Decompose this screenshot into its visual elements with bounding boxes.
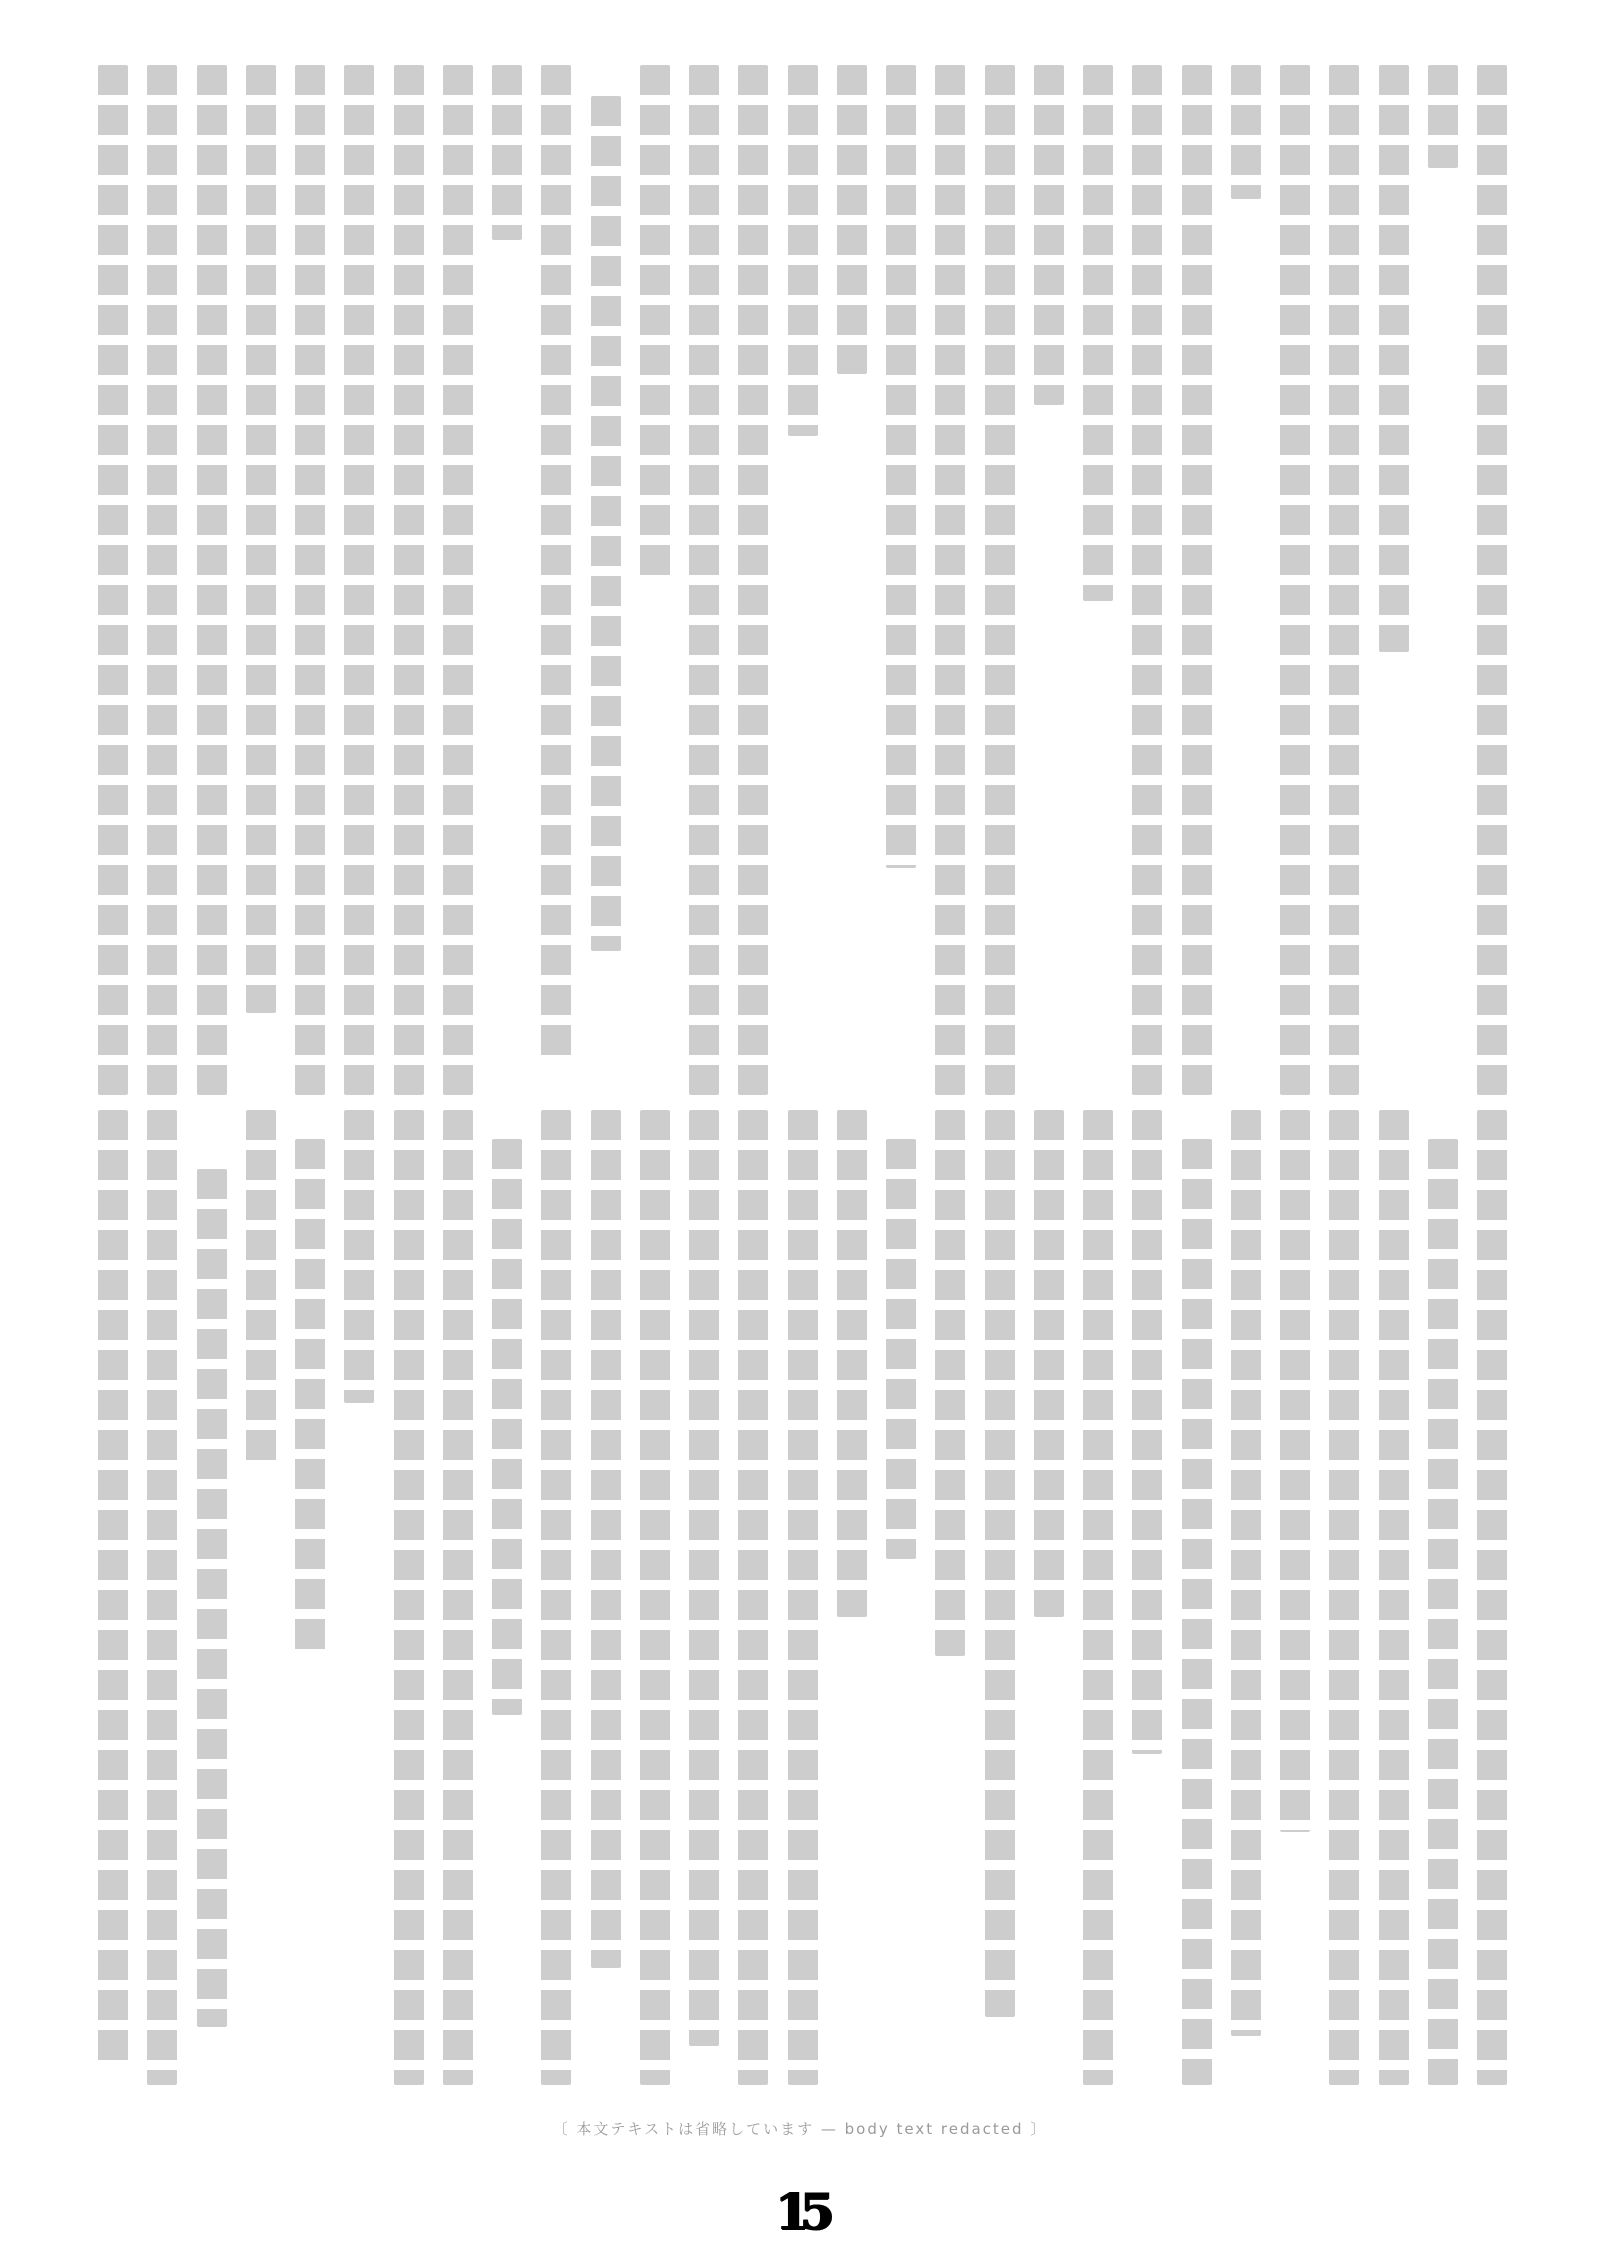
text-block-bottom: [100, 1110, 1507, 2085]
text-column: [98, 65, 128, 1095]
text-column: [246, 65, 276, 1013]
text-column: [443, 1110, 473, 2085]
text-column: [1329, 1110, 1359, 2085]
text-column: [837, 1110, 867, 1617]
text-column: [640, 1110, 670, 2085]
text-column: [640, 65, 670, 580]
text-column: [541, 65, 571, 1064]
text-column: [98, 1110, 128, 2066]
text-column: [886, 1139, 916, 1559]
text-column: [394, 1110, 424, 2085]
text-column: [394, 65, 424, 1095]
text-column: [344, 1110, 374, 1403]
text-column: [295, 1139, 325, 1656]
text-column: [591, 1110, 621, 1968]
text-column: [1280, 65, 1310, 1095]
text-column: [1477, 1110, 1507, 2085]
text-column: [935, 65, 965, 1095]
text-column: [1428, 65, 1458, 168]
text-column: [1083, 1110, 1113, 2085]
text-column: [788, 65, 818, 436]
text-column: [1329, 65, 1359, 1095]
text-column: [492, 1139, 522, 1715]
redaction-notice: 〔 本文テキストは省略しています — body text redacted 〕: [552, 2120, 1048, 2138]
text-column: [689, 65, 719, 1095]
text-column: [788, 1110, 818, 2085]
text-column: [541, 1110, 571, 2085]
text-column: [1280, 1110, 1310, 1832]
text-column: [985, 1110, 1015, 2017]
text-column: [738, 1110, 768, 2085]
text-block-top: [100, 65, 1507, 1095]
text-column: [1034, 1110, 1064, 1617]
text-column: [197, 1169, 227, 2027]
text-column: [935, 1110, 965, 1656]
text-column: [147, 1110, 177, 2085]
text-column: [1182, 65, 1212, 1095]
text-column: [1379, 65, 1409, 652]
text-column: [738, 65, 768, 1095]
text-column: [886, 65, 916, 868]
text-column: [985, 65, 1015, 1095]
text-column: [1132, 65, 1162, 1095]
text-column: [1477, 65, 1507, 1095]
text-column: [197, 65, 227, 1095]
text-column: [295, 65, 325, 1095]
text-column: [1231, 1110, 1261, 2036]
text-column: [344, 65, 374, 1095]
text-column: [1034, 65, 1064, 405]
text-column: [591, 96, 621, 951]
text-column: [1182, 1139, 1212, 2085]
text-column: [1083, 65, 1113, 601]
text-column: [1231, 65, 1261, 199]
page-number: 15: [775, 2182, 825, 2241]
text-column: [246, 1110, 276, 1461]
text-column: [1428, 1139, 1458, 2085]
text-column: [1132, 1110, 1162, 1754]
text-column: [837, 65, 867, 374]
text-column: [1379, 1110, 1409, 2085]
text-column: [443, 65, 473, 1095]
text-column: [147, 65, 177, 1095]
text-column: [689, 1110, 719, 2046]
text-column: [492, 65, 522, 240]
